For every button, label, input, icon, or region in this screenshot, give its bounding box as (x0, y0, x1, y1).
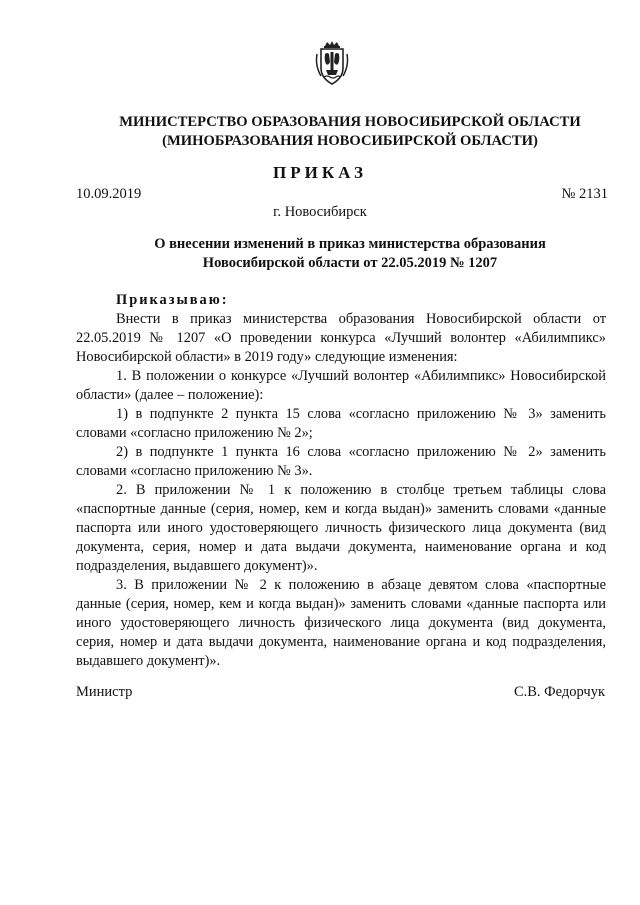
signature-name: С.В. Федорчук (513, 684, 605, 700)
subject-line2: Новосибирской области от 22.05.2019 № 1207 (202, 255, 498, 271)
document-type: ПРИКАЗ (273, 163, 367, 182)
ministry-name (60, 113, 640, 151)
item-1-1: 1) в подпункте 2 пункта 15 слова «согласно приложению № 3» заменить словами «согласно приложению № 2»; (76, 406, 606, 441)
subject-line1: О внесении изменений в приказ министерства образования (154, 236, 546, 252)
item-1: 1. В положении о конкурсе «Лучший волонтер «Абилимпикс» Новосибирской области» (далее – положение): (76, 368, 606, 403)
ministry-name-line2: (МИНОБРАЗОВАНИЯ НОВОСИБИРСКОЙ ОБЛАСТИ) (162, 133, 538, 149)
item-1-2: 2) в подпункте 1 пункта 16 слова «согласно приложению № 2» заменить словами «согласно приложению № 3». (76, 444, 606, 479)
document-body (76, 291, 606, 671)
item-2: 2. В приложении № 1 к положению в столбце третьем таблицы слова «паспортные данные (серия, номер, кем и когда выдан)» заменить словами «данные паспорта или иного удостоверяющего личность физического лица документа (вид документа, серия, номер и дата выдачи документа, наименование органа и код подразделения, выдавшего документ)». (76, 482, 606, 574)
signature-role: Министр (76, 684, 133, 700)
coat-of-arms-icon (313, 40, 351, 88)
document-number: № 2131 (561, 186, 608, 202)
document-date: 10.09.2019 (76, 186, 142, 202)
document-city: г. Новосибирск (273, 204, 367, 220)
order-word: Приказываю: (116, 292, 229, 308)
item-3: 3. В приложении № 2 к положению в абзаце девятом слова «паспортные данные (серия, номер, кем и когда выдан)» заменить словами «данные паспорта или иного удостоверяющего личность физического лица документа (вид документа, серия, номер и дата выдачи документа, наименование органа и код подразделения, выдавшего документ)». (76, 577, 606, 669)
intro-paragraph: Внести в приказ министерства образования Новосибирской области от 22.05.2019 № 1207 «О проведении конкурса «Лучший волонтер «Абилимпикс» Новосибирской области» в 2019 году» следующие изменения: (76, 311, 606, 365)
document-subject (60, 235, 640, 273)
ministry-name-line1: МИНИСТЕРСТВО ОБРАЗОВАНИЯ НОВОСИБИРСКОЙ ОБЛАСТИ (119, 114, 581, 130)
